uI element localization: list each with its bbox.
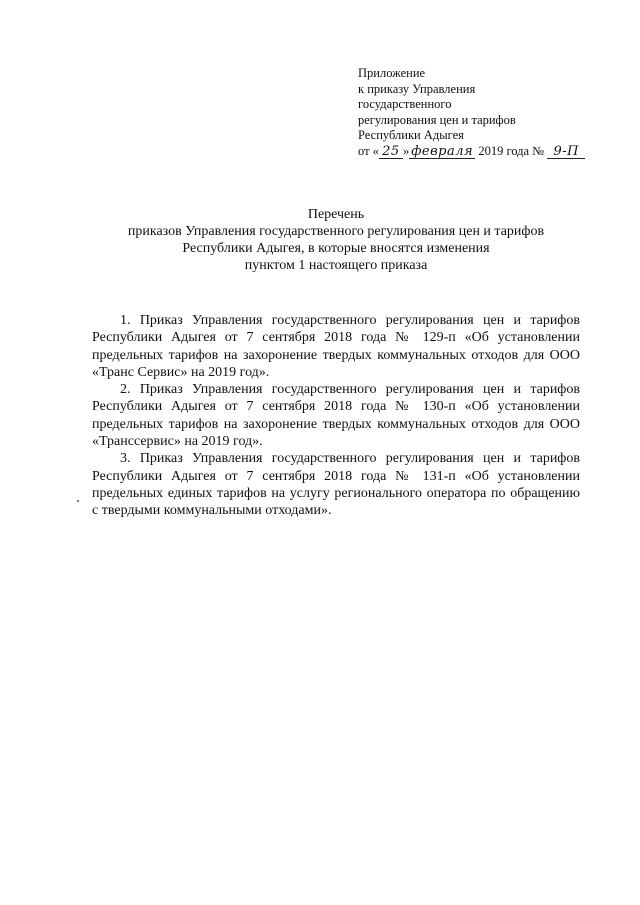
year-text: 2019 года № [478, 143, 545, 158]
date-prefix: от « [358, 143, 379, 158]
handwritten-month: февраля [409, 146, 475, 159]
title-line-3: пунктом 1 настоящего приказа [244, 258, 428, 273]
list-item-3: 3. Приказ Управления государственного регулирования цен и тарифов Республики Адыгея от 7 сентября 2018 года № 131-п «Об установлении предельных единых тарифов на услугу регионального оператора по обращению с твердыми коммунальными отходами». [92, 451, 580, 519]
handwritten-order-number: 9-П [547, 146, 585, 159]
title-heading: Перечень [307, 207, 365, 222]
appendix-line-1: Приложение [358, 66, 426, 80]
title-block [92, 206, 580, 274]
list-item-1: 1. Приказ Управления государственного регулирования цен и тарифов Республики Адыгея от 7 сентября 2018 года № 129-п «Об установлении предельных тарифов на захоронение твердых коммунальных отходов для ООО «Транс Сервис» на 2019 год». [92, 313, 580, 380]
appendix-line-5: Республики Адыгея [358, 128, 464, 142]
quote-close: » [402, 143, 410, 158]
title-line-2: Республики Адыгея, в которые вносятся изменения [182, 241, 490, 256]
title-line-1: приказов Управления государственного регулирования цен и тарифов [127, 224, 545, 239]
appendix-block [358, 66, 598, 159]
list-item-2: 2. Приказ Управления государственного регулирования цен и тарифов Республики Адыгея от 7 сентября 2018 года № 130-п «Об установлении предельных тарифов на захоронение твердых коммунальных отходов для ООО «Транссервис» на 2019 год». [92, 382, 580, 450]
scan-speck [77, 500, 79, 502]
handwritten-day: 25 [379, 146, 403, 159]
appendix-date-line [358, 144, 598, 160]
appendix-line-4: регулирования цен и тарифов [358, 112, 516, 127]
items-list [92, 312, 580, 520]
appendix-line-3: государственного [358, 97, 452, 111]
appendix-line-2: к приказу Управления [358, 81, 476, 96]
